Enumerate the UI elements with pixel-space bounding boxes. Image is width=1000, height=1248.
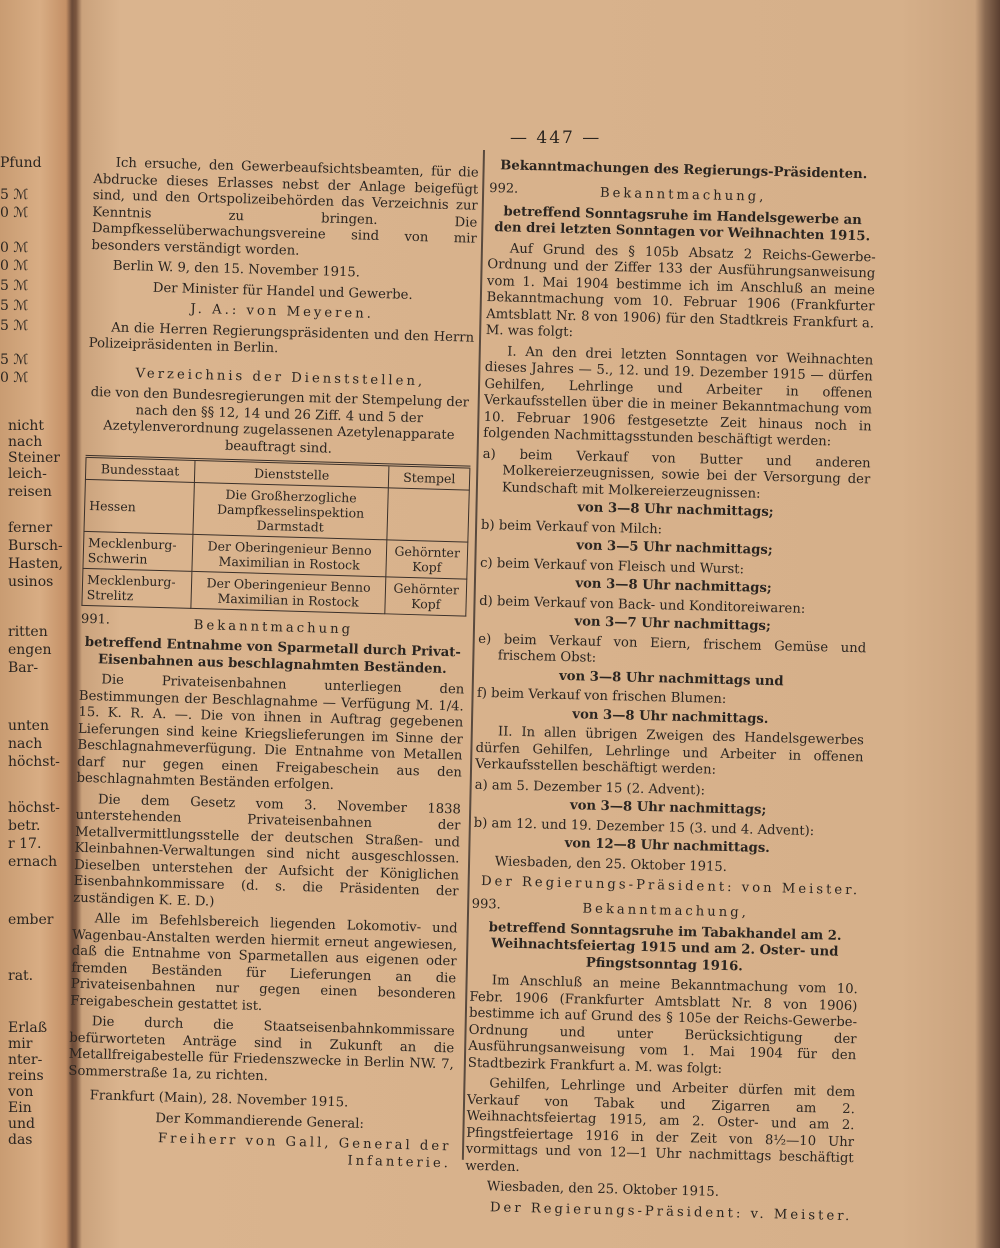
directory-table — [81, 455, 470, 617]
directory-title: Verzeichnis der Dienststellen, — [135, 365, 426, 389]
table-cell: Hessen — [84, 479, 194, 534]
right-page — [68, 0, 975, 1248]
list-item: e) beim Verkauf von Eiern, frischem Gemüse und frischem Obst: — [478, 631, 867, 666]
left-page-fragment: Ein — [8, 1100, 32, 1116]
left-page-fragment: von — [8, 1084, 34, 1100]
addressees: An die Herren Regierungspräsidenten und den Herrn Polizeipräsidenten in Berlin. — [88, 320, 475, 357]
left-page-fragment: 0 ℳ — [0, 370, 29, 386]
notice-paragraph: Die durch die Staatseisenbahnkommissare befürworteten Anträge sind in Zukunft an die Metallfreigabestelle für Friedenszwecke in Berlin NW. 7, Sommerstraße 1a, zu richten. — [68, 1014, 455, 1084]
notice-paragraph: Gehilfen, Lehrlinge und Arbeiter dürfen mit dem Verkauf von Tabak und Zigarren am 2. Weihnachtsfeiertag 1915, am 2. Oster- und am 2. Pfingstfeiertage 1916 in der Zeit von 8½—10 Uhr vormittags und von 12—1 Uhr nachmittags beschäftigt werden. — [465, 1076, 856, 1175]
notice-heading: Bekanntmachung — [193, 617, 354, 637]
notice-paragraph: Die Privateisenbahnen unterliegen den Bestimmungen der Beschlagnahme — Verfügung M. 1/4. 15. K. R. A. —. Die von ihnen in Auftrag gegebenen Lieferungen sind keine Kriegslieferungen im Sinne der Beschlagnahmeverfügung. Die Entnahme von Metallen darf nur gegen einen Freigabeschein aus den beschlagnahmten Beständen erfolgen. — [76, 672, 465, 793]
left-page-fragment: mir — [8, 1036, 33, 1052]
general-line: Der Kommandierende General: — [155, 1110, 365, 1132]
left-page-fragment: 5 ℳ — [0, 298, 29, 314]
left-page-fragment: reisen — [8, 484, 52, 500]
left-page-fragment: usinos — [8, 574, 54, 590]
left-page-fragment: höchst- — [8, 754, 60, 770]
left-page-fragment: 0 ℳ — [0, 258, 29, 274]
notice-paragraph: Auf Grund des § 105b Absatz 2 Reichs-Gewerbe-Ordnung und der Ziffer 133 der Ausführungsanweisung vom 1. Mai 1904 bestimme ich im Anschluß an meine Bekanntmachung vom 10. Februar 1906 (Frankfurter Amtsblatt Nr. 8 von 1906) für den Stadtkreis Frankfurt a. M. was folgt: — [485, 241, 876, 341]
place-date: Wiesbaden, den 25. Oktober 1915. — [494, 853, 728, 875]
table-cell: Der Oberingenieur Benno Maximilian in Rostock — [191, 571, 387, 613]
signature: Der Regierungs-Präsident: v. Meister. — [489, 1199, 853, 1224]
table-cell — [387, 488, 469, 542]
time-range: von 3—8 Uhr nachmittags; — [577, 500, 774, 521]
left-page-fragment: 5 ℳ — [0, 352, 29, 368]
list-item: b) beim Verkauf von Milch: — [480, 517, 663, 537]
table-cell: Gehörnter Kopf — [385, 577, 467, 616]
notice-heading: Bekanntmachung, — [599, 185, 767, 205]
table-header: Dienststelle — [194, 459, 389, 487]
table-cell: Die Großherzogliche Dampfkesselinspektion Darmstadt — [193, 482, 389, 539]
time-range: von 3—7 Uhr nachmittags; — [574, 614, 771, 634]
left-page-fragment: reins — [8, 1068, 44, 1084]
left-page-fragment: rat. — [8, 968, 34, 984]
notice-subject: betreffend Sonntagsruhe im Tabakhandel am 2. Weihnachtsfeiertag 1915 und am 2. Oster- und Pfingstsonntag 1916. — [488, 919, 842, 974]
left-page-edge — [0, 0, 70, 1248]
left-column — [66, 155, 479, 1176]
left-page-fragment: ferner — [8, 520, 53, 536]
notice-paragraph: Die dem Gesetz vom 3. November 1838 unterstehenden Privateisenbahnen der Metallvermittlungsstelle der deutschen Straßen- und Kleinbahnen-Verwaltungen sind nicht ausgeschlossen. Dieselben unterstehen der Aufsicht der Königlichen Eisenbahnkommissare (d. s. die Präsidenten der zuständigen K. E. D.) — [73, 791, 462, 910]
place-date: Wiesbaden, den 25. Oktober 1915. — [486, 1179, 720, 1200]
left-page-fragment: nter- — [8, 1052, 43, 1068]
time-range: von 12—8 Uhr nachmittags. — [564, 836, 771, 857]
left-page-fragment: engen — [8, 642, 52, 658]
directory-subtitle: die von den Bundesregierungen mit der Stempelung der nach den §§ 12, 14 und 26 Ziff. 4 und 5 der Azetylenverordnung zugelassenen Azetylenapparate beauftragt sind. — [90, 385, 470, 457]
list-item: b) am 12. und 19. Dezember 15 (3. und 4. Advent): — [473, 815, 815, 839]
left-page-fragment: 5 ℳ — [0, 318, 29, 334]
left-page-fragment: 5 ℳ — [0, 187, 29, 203]
signature: Freiherr von Gall, General der Infanterie. — [157, 1131, 452, 1171]
page-number: — 447 — — [510, 128, 602, 148]
table-cell: Mecklenburg-Schwerin — [83, 531, 193, 571]
notice-number: 993. — [471, 896, 501, 912]
left-page-fragment: nach — [8, 736, 43, 752]
left-page-fragment: betr. — [8, 818, 41, 834]
notice-number: 991. — [80, 611, 111, 628]
notice-subject: betreffend Entnahme von Sparmetall durch Privat-Eisenbahnen aus beschlagnahmten Beständen. — [84, 634, 462, 677]
left-page-fragment: unten — [8, 718, 49, 734]
left-page-fragment: 0 ℳ — [0, 240, 29, 256]
left-page-fragment: ritten — [8, 624, 48, 640]
list-item: d) beim Verkauf von Back- und Konditoreiwaren: — [478, 593, 806, 617]
left-page-fragment: Bar- — [8, 660, 39, 676]
table-cell: Der Oberingenieur Benno Maximilian in Rostock — [192, 534, 388, 576]
list-item: a) am 5. Dezember 15 (2. Advent): — [474, 777, 706, 798]
left-page-fragment: Hasten, — [8, 556, 64, 572]
right-column — [464, 158, 878, 1229]
minister-line: Der Minister für Handel und Gewerbe. — [152, 280, 413, 303]
left-page-fragment: Erlaß — [8, 1020, 48, 1036]
notice-heading: Bekanntmachung, — [582, 901, 750, 921]
table-header: Stempel — [389, 465, 470, 490]
notice-subject: betreffend Sonntagsruhe im Handelsgewerbe an den drei letzten Sonntagen vor Weihnachten 1915. — [494, 203, 871, 245]
left-page-fragment: nicht — [8, 418, 44, 434]
intro-paragraph: Ich ersuche, den Gewerbeaufsichtsbeamten, für die Abdrucke dieses Erlasses nebst der Anlage beigefügt sind, und den Ortspolizeibehörden das Verzeichnis zur Kenntnis zu bringen. Die Dampfkesselüberwachungsvereine sind von mir besonders verständigt worden. — [91, 155, 479, 259]
place-date: Frankfurt (Main), 28. November 1915. — [89, 1088, 349, 1111]
table-header: Bundesstaat — [85, 456, 194, 482]
notice-paragraph: II. In allen übrigen Zweigen des Handelsgewerbes dürfen Gehilfen, Lehrlinge und Arbeiter in offenen Verkaufsstellen beschäftigt werden: — [474, 724, 865, 778]
left-page-fragment: Steiner — [8, 450, 60, 466]
list-item: a) beim Verkauf von Butter und anderen Molkereierzeugnissen, sowie bei der Versorgung der Kundschaft mit Molkereierzeugnissen: — [482, 446, 871, 502]
left-page-fragment: 0 ℳ — [0, 205, 29, 221]
ia-line: J. A.: von Meyeren. — [190, 301, 375, 322]
left-page-fragment: höchst- — [8, 800, 60, 816]
left-page-fragment: r 17. — [8, 836, 42, 852]
left-page-fragment: Pfund — [0, 155, 42, 171]
signature: Der Regierungs-Präsident: von Meister. — [480, 874, 861, 899]
left-page-fragment: leich- — [8, 466, 47, 482]
left-page-fragment: ernach — [8, 854, 58, 870]
time-range: von 3—8 Uhr nachmittags und — [558, 668, 784, 689]
list-item: c) beim Verkauf von Fleisch und Wurst: — [479, 555, 745, 577]
left-page-fragment: nach — [8, 434, 43, 450]
left-page-fragment: 5 ℳ — [0, 278, 29, 294]
notice-number: 992. — [489, 180, 519, 197]
time-range: von 3—8 Uhr nachmittags; — [569, 798, 767, 818]
notice-paragraph: Im Anschluß an meine Bekanntmachung vom 10. Febr. 1906 (Frankfurter Amtsblatt Nr. 8 von 1906) bestimme ich auf Grund des § 105e der Reichs-Gewerbe-Ordnung und unter Berücksichtigung der Ausführungsanweisung vom 1. Mai 1904 für den Stadtbezirk Frankfurt a. M. was folgt: — [467, 973, 858, 1077]
left-page-fragment: und — [8, 1116, 35, 1132]
table-cell: Gehörnter Kopf — [386, 540, 468, 579]
notice-paragraph: I. An den drei letzten Sonntagen vor Weihnachten dieses Jahres — 5., 12. und 19. Dezember 1915 — dürfen Gehilfen, Lehrlinge und Arbeiter in offenen Verkaufsstellen über die in meiner Bekanntmachung vom 10. Februar 1906 festgesetzte Zeit hinaus noch in folgenden Nachmittagsstunden beschäftigt werden: — [483, 343, 874, 450]
section-title: Bekanntmachungen des Regierungs-Präsidenten. — [500, 158, 868, 183]
table-cell: Mecklenburg-Strelitz — [82, 568, 192, 608]
time-range: von 3—8 Uhr nachmittags. — [572, 706, 769, 727]
time-range: von 3—5 Uhr nachmittags; — [576, 538, 773, 559]
left-page-fragment: das — [8, 1132, 33, 1148]
left-page-fragment: Bursch- — [8, 538, 63, 554]
time-range: von 3—8 Uhr nachmittags; — [575, 576, 772, 597]
left-page-fragment: ember — [8, 912, 54, 928]
place-date: Berlin W. 9, den 15. November 1915. — [112, 258, 361, 281]
notice-paragraph: Alle im Befehlsbereich liegenden Lokomotiv- und Wagenbau-Anstalten werden hiermit erneut angewiesen, daß die Entnahme von Sparmetallen aus eigenen oder fremden Beständen für Lieferungen an die Privateisenbahnen nur gegen einen besonderen Freigabeschein gestattet ist. — [70, 911, 458, 1014]
list-item: f) beim Verkauf von frischen Blumen: — [476, 685, 727, 707]
